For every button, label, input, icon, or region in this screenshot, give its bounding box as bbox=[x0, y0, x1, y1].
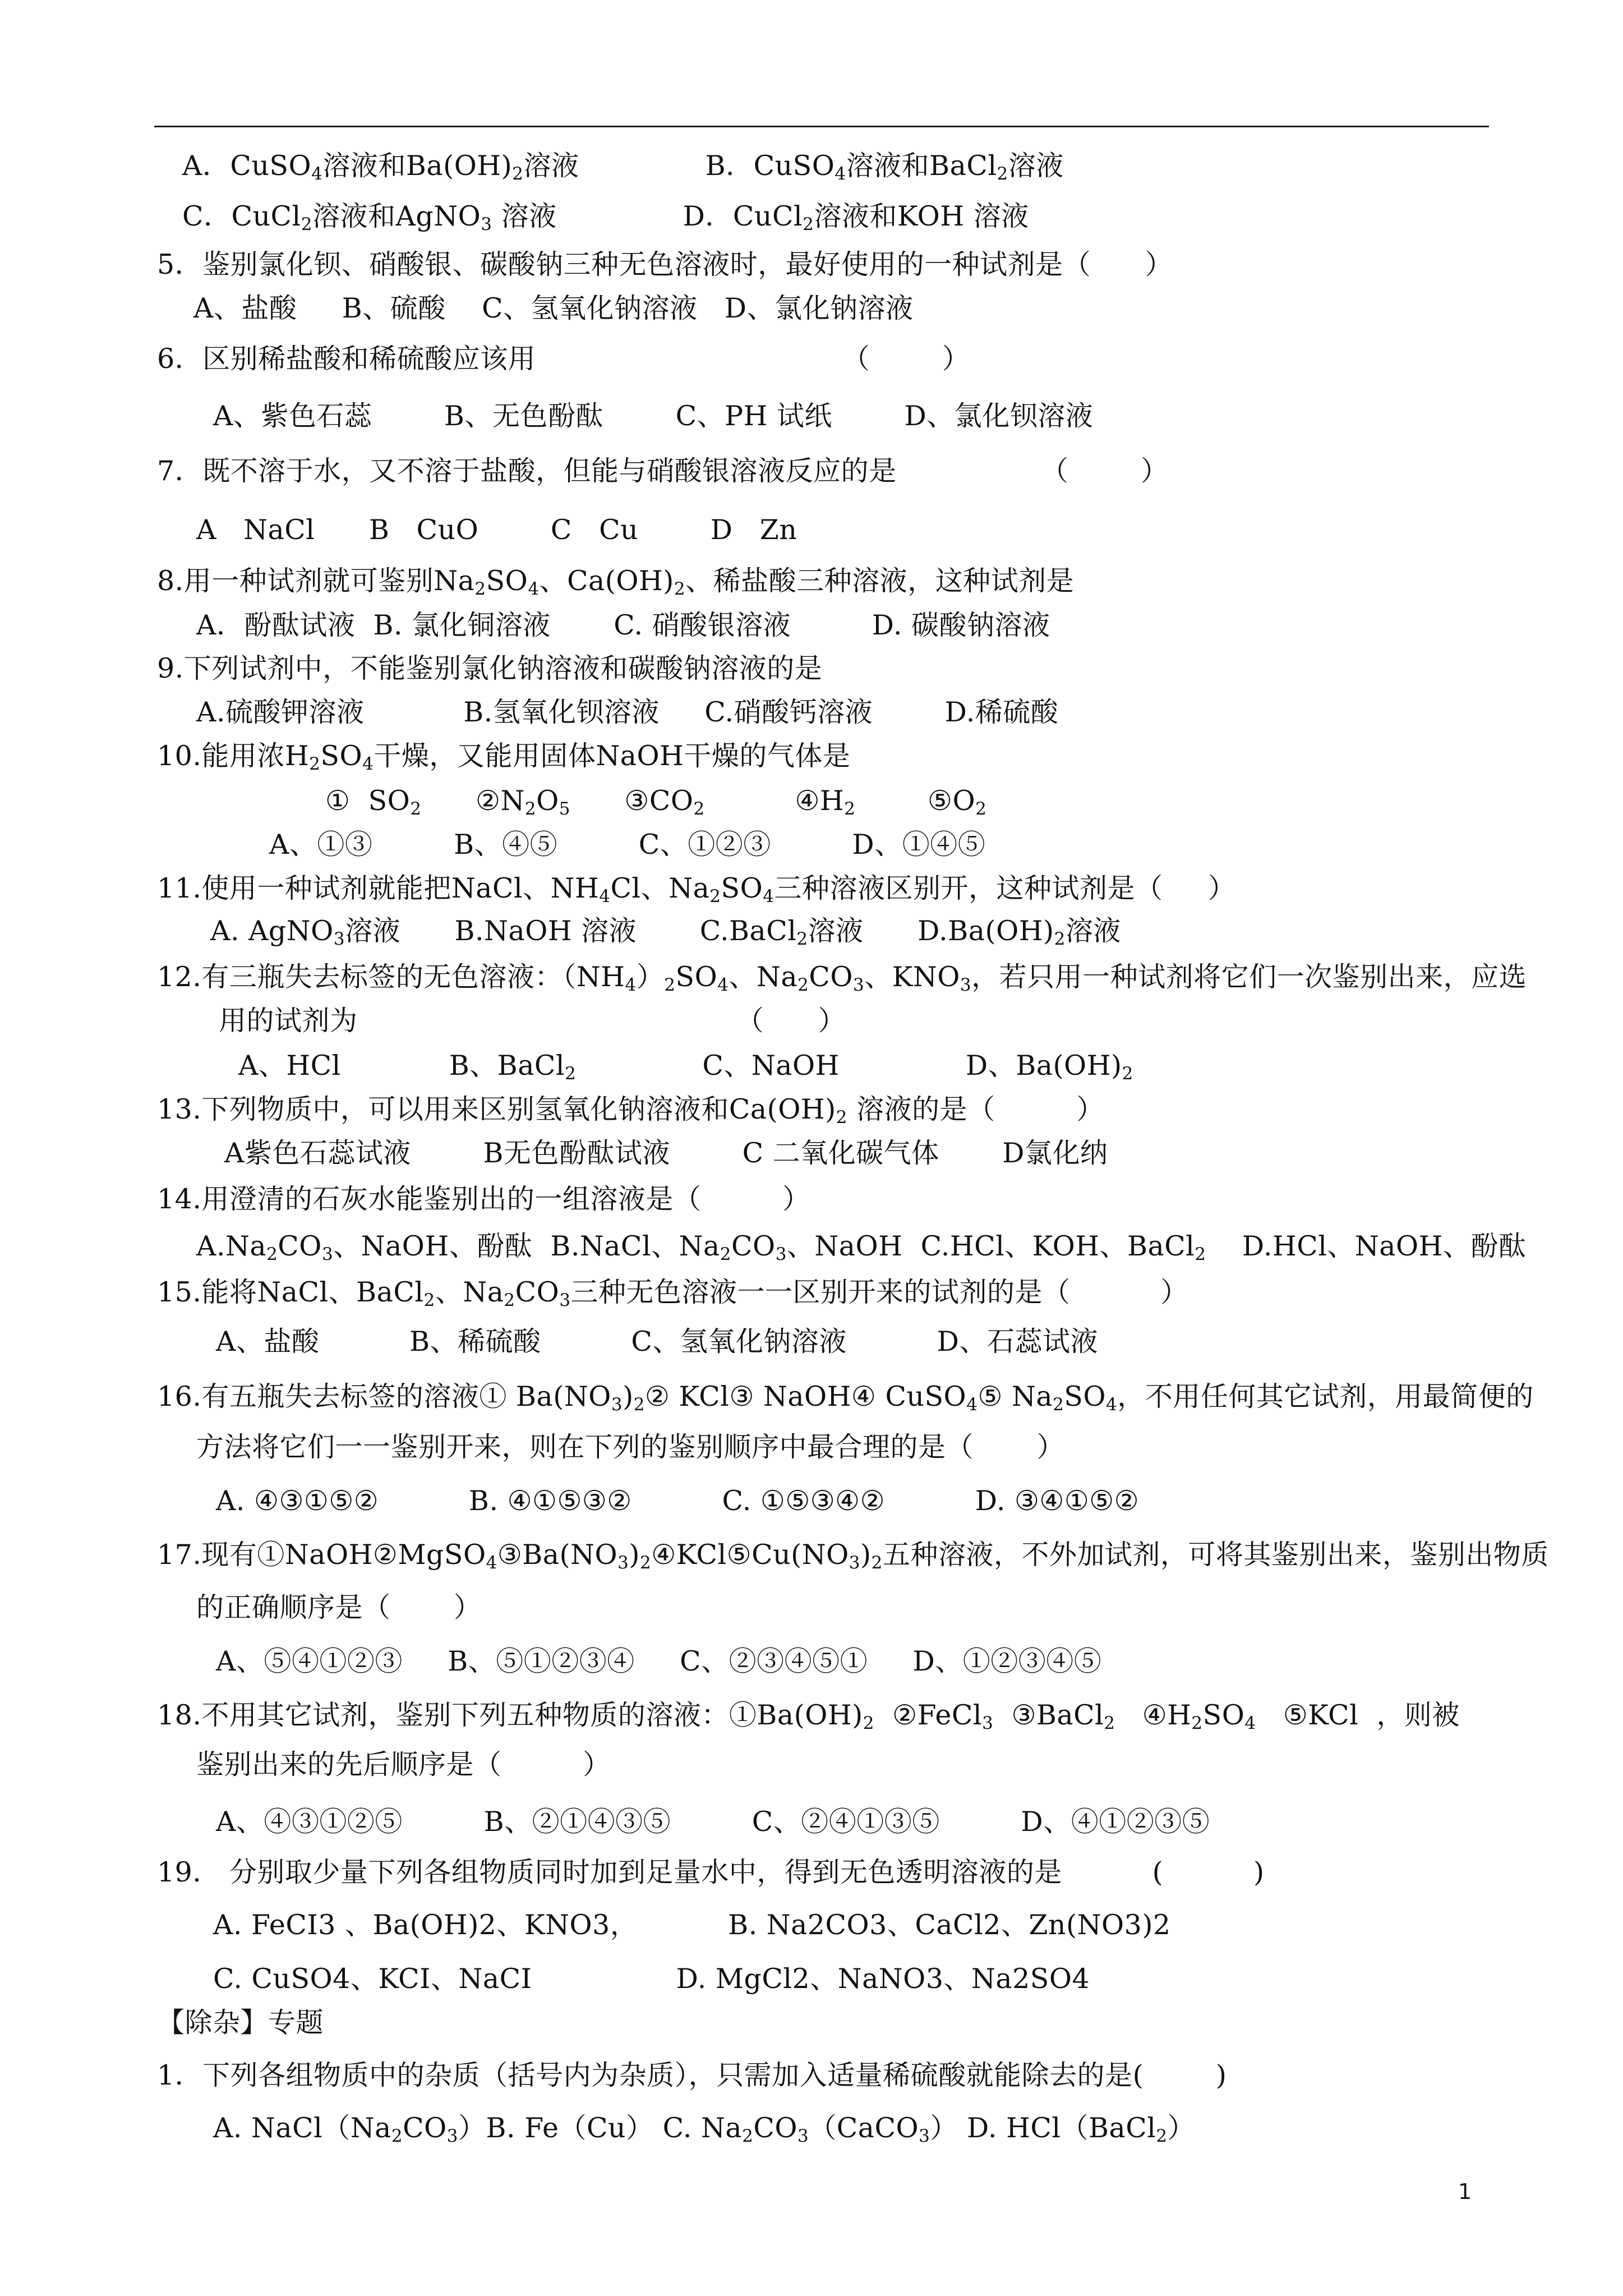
header-rule bbox=[154, 126, 1489, 127]
text-line: A. ④③①⑤② B. ④①⑤③② C. ①⑤③④② D. ③④①⑤② bbox=[216, 1485, 1140, 1517]
text-line: 8.用一种试剂就可鉴别$Na_2SO_4$、$Ca(OH)_2$、稀盐酸三种溶液，这种试剂是 bbox=[157, 565, 1075, 599]
text-line: A、盐酸 B、硫酸 C、氢氧化钠溶液 D、氯化钠溶液 bbox=[193, 292, 914, 324]
text-line: A.硫酸钾溶液 B.氢氧化钡溶液 C.硝酸钙溶液 D.稀硫酸 bbox=[196, 696, 1059, 728]
text-line: 【除杂】专题 bbox=[157, 2007, 324, 2039]
text-line: A．酚酞试液 B. 氯化铜溶液 C. 硝酸银溶液 D. 碳酸钠溶液 bbox=[196, 609, 1050, 641]
text-line: 19． 分别取少量下列各组物质同时加到足量水中，得到无色透明溶液的是 ( ) bbox=[157, 1856, 1265, 1888]
text-line: 的正确顺序是（ ） bbox=[196, 1591, 482, 1623]
text-line: C．CuCl$_2$溶液和AgNO$_3$ 溶液 D．CuCl$_2$溶液和KOH 溶液 bbox=[182, 200, 1029, 234]
text-line: $A.Na_2CO_3$、NaOH、酚酞 B.NaCl、$Na_2CO_3$、NaOH C.HCl、KOH、BaCl$_2$ D.HCl、NaOH、酚酞 bbox=[196, 1230, 1527, 1264]
text-line: A、紫色石蕊 B、无色酚酞 C、PH 试纸 D、氯化钡溶液 bbox=[213, 400, 1094, 432]
text-line: 14.用澄清的石灰水能鉴别出的一组溶液是（ ） bbox=[157, 1183, 810, 1215]
text-line: A．CuSO$_4$溶液和$Ba(OH)_2$溶液 B．CuSO$_4$溶液和BaCl$_2$溶液 bbox=[182, 150, 1064, 184]
text-line: 9.下列试剂中，不能鉴别氯化钠溶液和碳酸钠溶液的是 bbox=[157, 652, 823, 684]
text-line: 15.能将NaCl、BaCl$_2$、$Na_2CO_3$三种无色溶液一一区别开来的试剂的是（ ） bbox=[157, 1276, 1188, 1310]
text-line: 6．区别稀盐酸和稀硫酸应该用 （ ） bbox=[157, 343, 970, 375]
text-line: A紫色石蕊试液 B无色酚酞试液 C 二氧化碳气体 D氯化纳 bbox=[224, 1137, 1108, 1169]
text-line: A、盐酸 B、稀硫酸 C、氢氧化钠溶液 D、石蕊试液 bbox=[216, 1326, 1098, 1358]
text-line: 7．既不溶于水，又不溶于盐酸，但能与硝酸银溶液反应的是 （ ） bbox=[157, 455, 1169, 487]
text-line: 方法将它们一一鉴别开来，则在下列的鉴别顺序中最合理的是（ ） bbox=[196, 1431, 1065, 1463]
text-line: A、⑤④①②③ B、⑤①②③④ C、②③④⑤① D、①②③④⑤ bbox=[216, 1645, 1102, 1677]
text-line: C. CuSO4、KCI、NaCI D. MgCl2、NaNO3、Na2SO4 bbox=[213, 1963, 1090, 1995]
text-line: 18.不用其它试剂，鉴别下列五种物质的溶液：$①Ba(OH)_2$ ②FeCl$_3$ ③BaCl$_2$ $④H_2SO_4$ ⑤KCl ，则被 bbox=[157, 1699, 1460, 1733]
text-line: 12.有三瓶失去标签的无色溶液：$(NH_4)_2SO_4$、$Na_2CO_3$、$KNO_3$，若只用一种试剂将它们一次鉴别出来，应选 bbox=[157, 961, 1527, 995]
text-line: A. AgNO$_3$溶液 B.NaOH 溶液 C.BaCl$_2$溶液 $D.Ba(OH)_2$溶液 bbox=[210, 915, 1121, 949]
text-line: A. FeCI3 、Ba(OH)2、KNO3， B. Na2CO3、CaCl2、Zn(NO3)2 bbox=[213, 1909, 1171, 1941]
text-line: 13.下列物质中，可以用来区别氢氧化钠溶液和$Ca(OH)_2$ 溶液的是（ ） bbox=[157, 1093, 1104, 1128]
text-line: 17.现有$①NaOH②MgSO_4③Ba(NO_3)_2④KCl⑤Cu(NO_3)_2$五种溶液，不外加试剂，可将其鉴别出来，鉴别出物质 bbox=[157, 1539, 1549, 1573]
page-number: 1 bbox=[1458, 2179, 1472, 2204]
text-line: 5．鉴别氯化钡、硝酸银、碳酸钠三种无色溶液时，最好使用的一种试剂是（ ） bbox=[157, 249, 1173, 280]
text-line: A、①③ B、④⑤ C、①②③ D、①④⑤ bbox=[269, 829, 986, 861]
text-line: A、④③①②⑤ B、②①④③⑤ C、②④①③⑤ D、④①②③⑤ bbox=[216, 1806, 1210, 1838]
text-line: 用的试剂为 （ ） bbox=[219, 1005, 846, 1037]
text-line: 16.有五瓶失去标签的溶液① $Ba(NO_3)_2②$ KCl③ NaOH④ CuSO$_4$⑤ $Na_2SO_4$，不用任何其它试剂，用最简便的 bbox=[157, 1381, 1534, 1415]
text-line: 鉴别出来的先后顺序是（ ） bbox=[196, 1749, 611, 1780]
text-line: A、HCl B、BaCl$_2$ C、NaOH D、$Ba(OH)_2$ bbox=[238, 1050, 1133, 1084]
text-line: 10.能用浓$H_2SO_4$干燥，又能用固体NaOH干燥的气体是 bbox=[157, 740, 851, 774]
text-line: 1．下列各组物质中的杂质（括号内为杂质），只需加入适量稀硫酸就能除去的是( ) bbox=[157, 2059, 1227, 2091]
text-line: A NaCl B CuO C Cu D Zn bbox=[196, 514, 797, 546]
text-line: 11.使用一种试剂就能把NaCl、$NH_4Cl$、$Na_2SO_4$三种溶液区别开，这种试剂是（ ） bbox=[157, 872, 1236, 907]
text-line: ① $SO_2$ $②N_2O_5$ $③CO_2$ $④H_2$ $⑤O_2$ bbox=[325, 785, 987, 819]
text-line: A. $NaCl(Na_2CO_3)B$. Fe（Cu） C. $Na_2CO_3(CaCO_3)$ D. HCl（BaCl$_2$） bbox=[213, 2112, 1196, 2146]
